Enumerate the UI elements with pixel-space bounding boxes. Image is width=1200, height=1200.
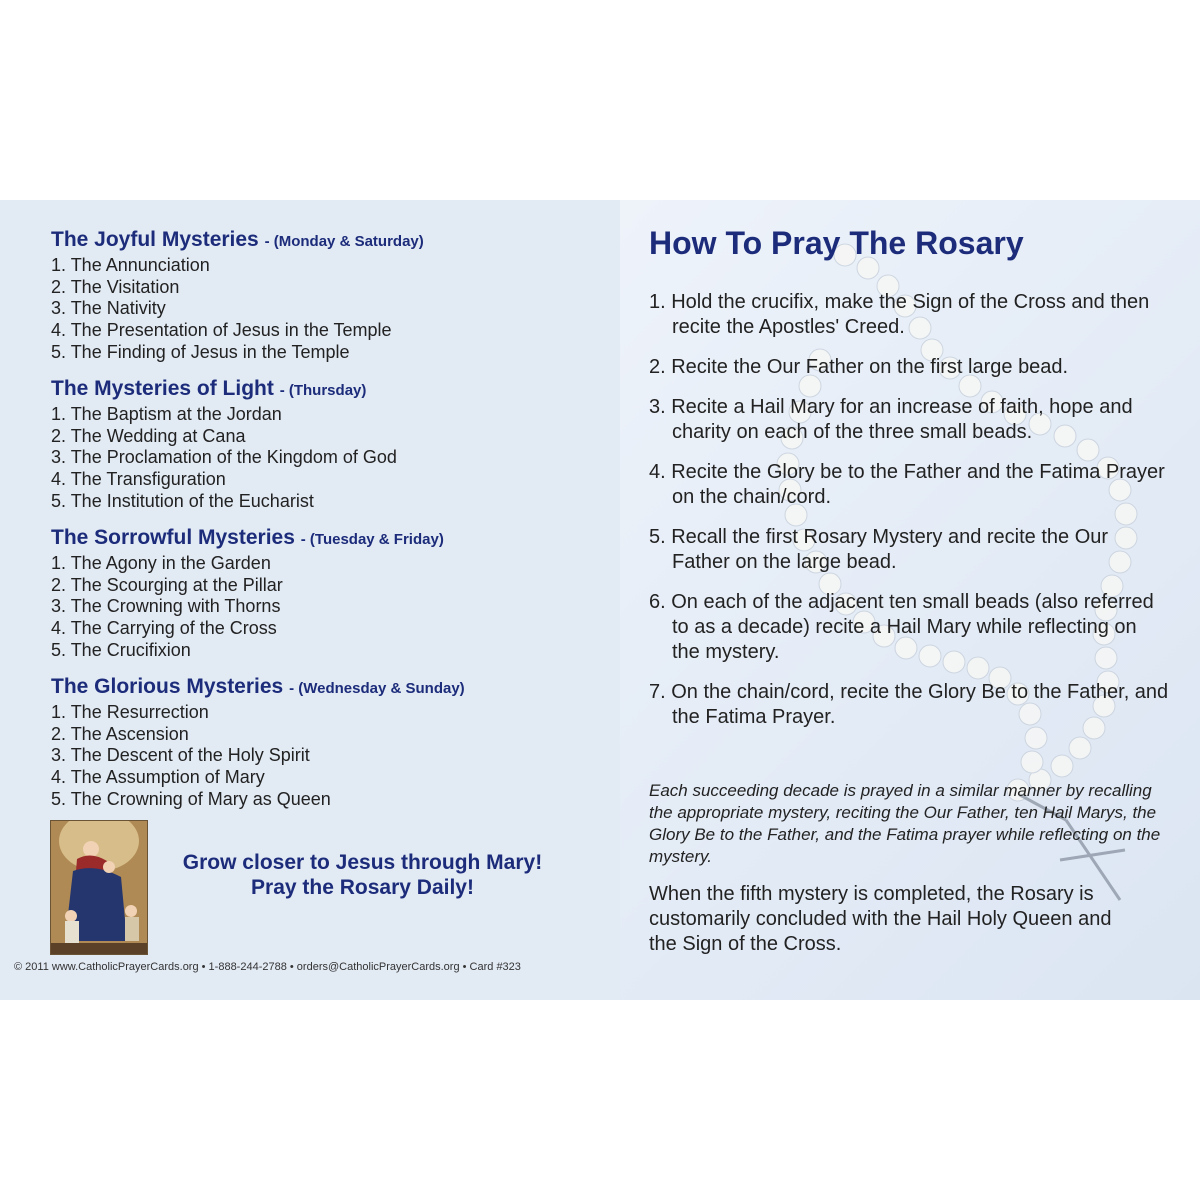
- rosary-step: 3. Recite a Hail Mary for an increase of faith, hope and charity on each of the three small beads.: [649, 396, 1133, 443]
- rosary-step: 4. Recite the Glory be to the Father and the Fatima Prayer on the chain/cord.: [649, 461, 1165, 508]
- mystery-section-title: [51, 227, 424, 255]
- instructions-panel: [620, 200, 1200, 1000]
- mystery-item: 1. The Resurrection: [51, 702, 209, 722]
- rosary-step: 1. Hold the crucifix, make the Sign of the Cross and then recite the Apostles' Creed.: [649, 291, 1150, 338]
- tagline-line-2: Pray the Rosary Daily!: [251, 876, 474, 899]
- mystery-item: 1. The Agony in the Garden: [51, 553, 271, 573]
- mystery-days: - (Thursday): [279, 382, 367, 399]
- mystery-list: [51, 404, 397, 513]
- mystery-section-title: [51, 525, 444, 553]
- mystery-item: 4. The Carrying of the Cross: [51, 618, 277, 639]
- mystery-item: 3. The Nativity: [51, 298, 166, 319]
- mystery-section-title: [51, 376, 397, 404]
- mystery-section: [51, 376, 397, 513]
- mystery-item: 4. The Assumption of Mary: [51, 767, 265, 788]
- mystery-list: [51, 553, 444, 662]
- mystery-days: - (Monday & Saturday): [264, 233, 424, 250]
- mystery-item: 5. The Crowning of Mary as Queen: [51, 788, 331, 809]
- mystery-item: 1. The Annunciation: [51, 255, 210, 275]
- mystery-item: 5. The Institution of the Eucharist: [51, 490, 314, 511]
- rosary-title: How To Pray The Rosary: [649, 225, 1024, 261]
- mystery-section: [51, 674, 465, 811]
- mystery-item: 3. The Crowning with Thorns: [51, 596, 281, 617]
- mystery-item: 3. The Proclamation of the Kingdom of God: [51, 447, 397, 468]
- rosary-step: 7. On the chain/cord, recite the Glory Be to the Father, and the Fatima Prayer.: [649, 681, 1169, 728]
- closing-instruction: When the fifth mystery is completed, the Rosary is customarily concluded with the Hail Holy Queen and the Sign of the Cross.: [649, 883, 1112, 955]
- mystery-item: 2. The Visitation: [51, 276, 180, 297]
- mystery-section: [51, 525, 444, 662]
- mystery-item: 4. The Transfiguration: [51, 469, 226, 490]
- mystery-item: 5. The Finding of Jesus in the Temple: [51, 341, 350, 362]
- mystery-item: 2. The Wedding at Cana: [51, 425, 246, 446]
- mystery-days: - (Tuesday & Friday): [300, 531, 444, 548]
- rosary-step: 5. Recall the first Rosary Mystery and recite the Our Father on the large bead.: [649, 526, 1109, 573]
- decade-note: Each succeeding decade is prayed in a similar manner by recalling the appropriate mystery, reciting the Our Father, ten Hail Marys, the Glory Be to the Father, and the Fatima prayer while reflecting on the mystery.: [649, 781, 1161, 866]
- mystery-title-text: The Joyful Mysteries: [51, 228, 259, 251]
- rosary-step: 2. Recite the Our Father on the first large bead.: [649, 356, 1069, 378]
- mystery-list: [51, 702, 465, 811]
- mystery-title-text: The Mysteries of Light: [51, 377, 274, 400]
- mystery-days: - (Wednesday & Sunday): [289, 680, 465, 697]
- mystery-item: 2. The Scourging at the Pillar: [51, 574, 283, 595]
- rosary-step: 6. On each of the adjacent ten small beads (also referred to as a decade) recite a Hail Mary while reflecting on the mystery.: [649, 591, 1154, 663]
- prayer-card: [0, 200, 1200, 1000]
- mystery-list: [51, 255, 424, 364]
- tagline: [160, 850, 565, 900]
- mystery-section-title: [51, 674, 465, 702]
- mystery-item: 4. The Presentation of Jesus in the Temple: [51, 320, 392, 341]
- mystery-item: 5. The Crucifixion: [51, 639, 191, 660]
- mystery-title-text: The Sorrowful Mysteries: [51, 526, 295, 549]
- mystery-item: 1. The Baptism at the Jordan: [51, 404, 282, 424]
- mystery-item: 3. The Descent of the Holy Spirit: [51, 745, 310, 766]
- madonna-image: [50, 820, 148, 955]
- mystery-title-text: The Glorious Mysteries: [51, 675, 284, 698]
- mystery-section: [51, 227, 424, 364]
- mystery-item: 2. The Ascension: [51, 723, 189, 744]
- tagline-line-1: Grow closer to Jesus through Mary!: [182, 851, 543, 874]
- footer-contact: © 2011 www.CatholicPrayerCards.org • 1-888-244-2788 • orders@CatholicPrayerCards.org • Card #323: [14, 961, 521, 973]
- mysteries-panel: [0, 200, 620, 1000]
- rosary-steps: [649, 290, 1169, 745]
